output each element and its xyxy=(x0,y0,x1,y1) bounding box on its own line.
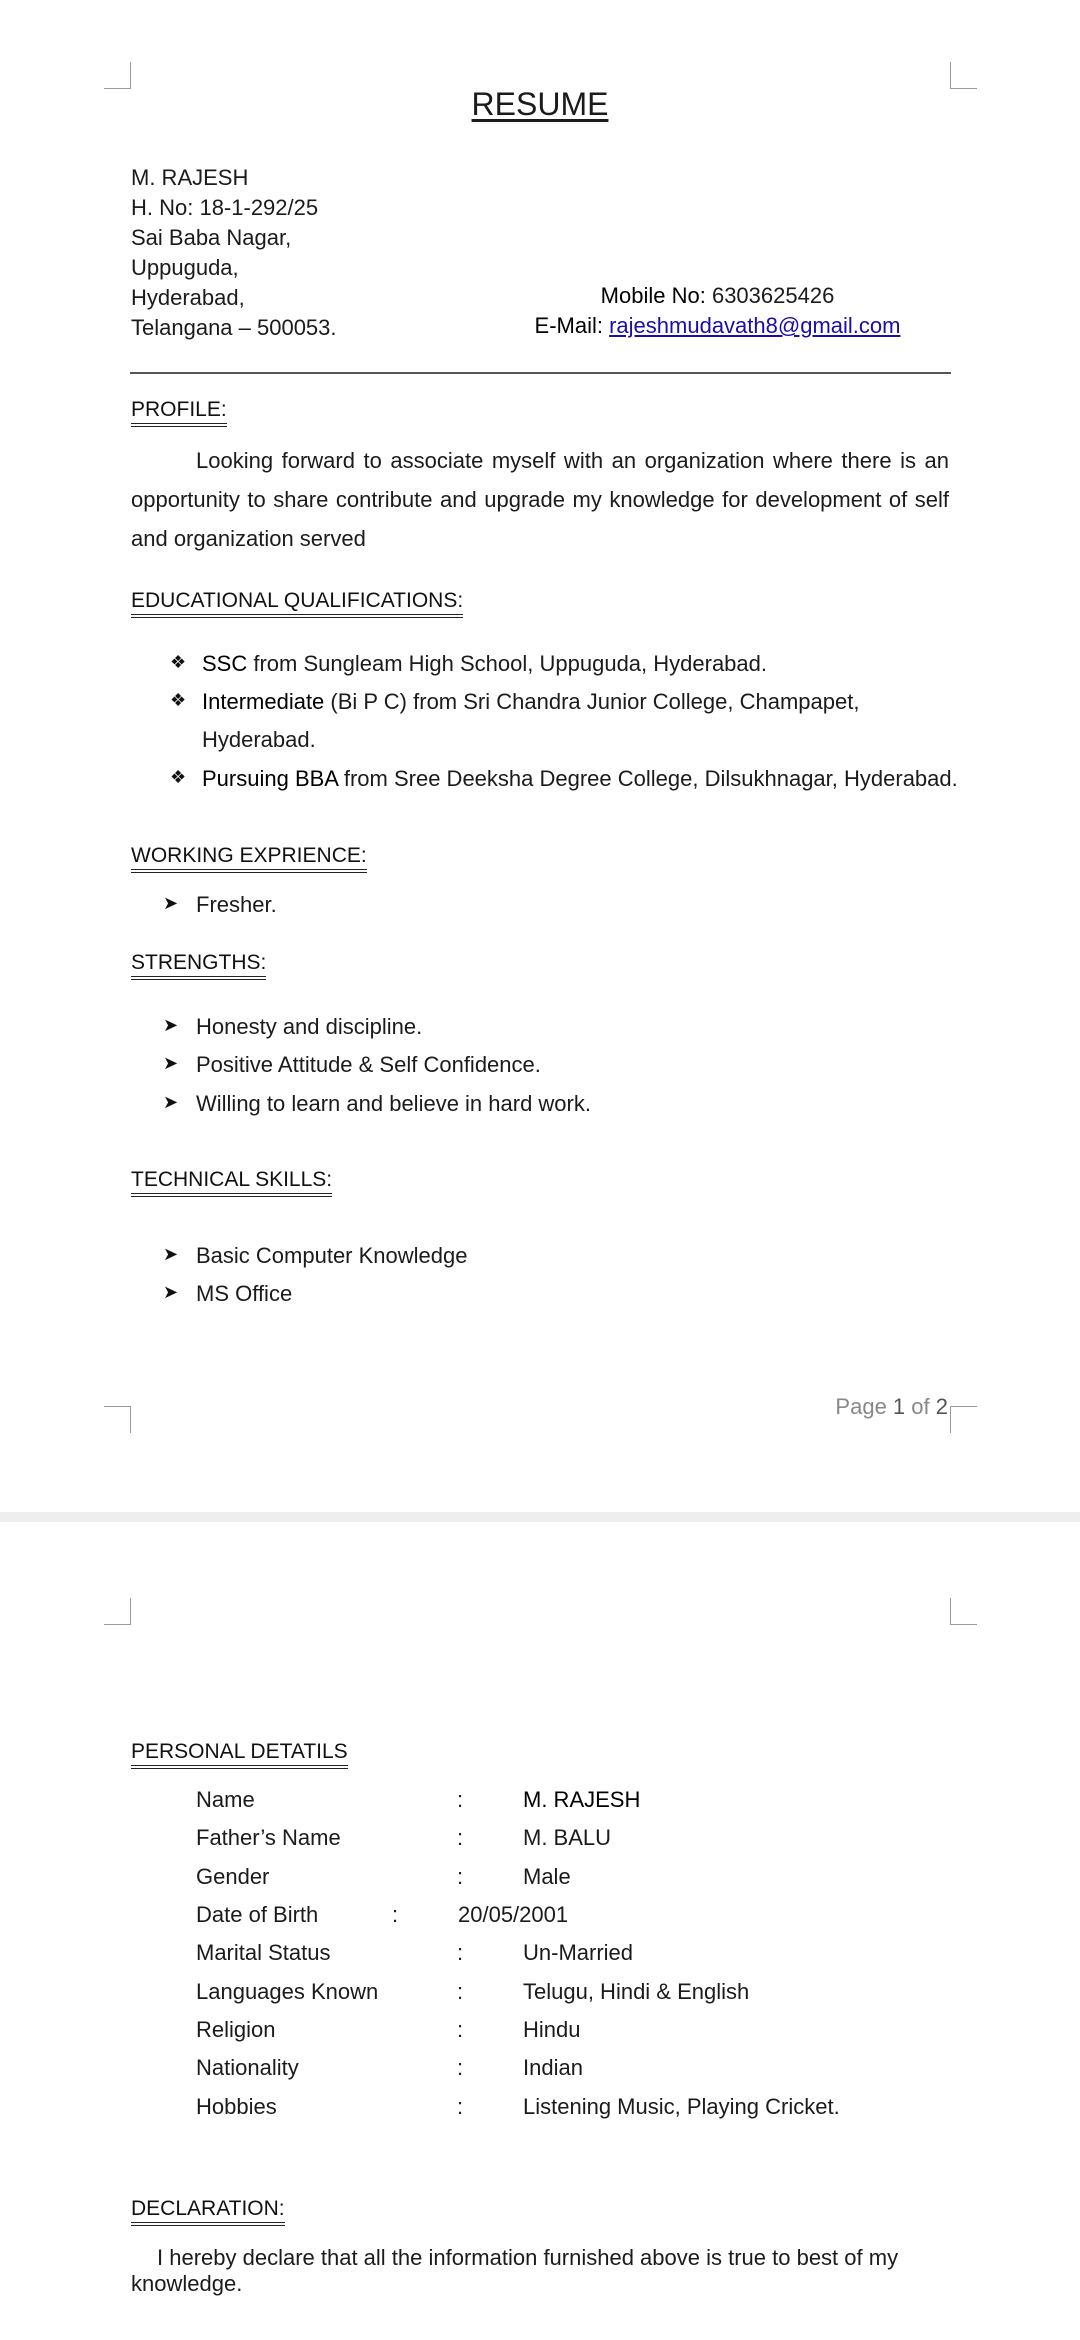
strength-item: Honesty and discipline. xyxy=(196,1014,423,1039)
address-line: Hyderabad, xyxy=(131,285,245,310)
arrow-bullet-icon: ➤ xyxy=(163,1015,179,1035)
page-number: Page 1 of 2 xyxy=(835,1394,948,1419)
declaration-heading: DECLARATION: xyxy=(131,2197,285,2226)
crop-mark xyxy=(104,62,131,89)
address-block xyxy=(131,163,337,343)
address-line: Uppuguda, xyxy=(131,255,239,280)
skills-heading: TECHNICAL SKILLS: xyxy=(131,1168,332,1197)
crop-mark xyxy=(950,1598,977,1625)
address-line: Sai Baba Nagar, xyxy=(131,225,292,250)
experience-heading: WORKING EXPRIENCE: xyxy=(131,844,367,873)
email-link[interactable]: rajeshmudavath8@gmail.com xyxy=(609,313,901,338)
divider xyxy=(130,372,951,374)
strengths-heading: STRENGTHS: xyxy=(131,951,266,980)
mobile-label: Mobile No: xyxy=(600,283,706,308)
declaration-line: knowledge. xyxy=(131,2271,243,2296)
crop-mark xyxy=(104,1598,131,1625)
crop-mark xyxy=(950,62,977,89)
strength-item: Positive Attitude & Self Confidence. xyxy=(196,1052,541,1077)
arrow-bullet-icon: ➤ xyxy=(163,1244,179,1264)
crop-mark xyxy=(104,1406,131,1433)
profile-text: Looking forward to associate myself with an organization where there is an opportunity to share contribute and upgrade my knowledge for development of self and organization served xyxy=(131,448,949,551)
personal-heading: PERSONAL DETATILS xyxy=(131,1740,348,1769)
arrow-bullet-icon: ➤ xyxy=(163,1092,179,1112)
resume-title: RESUME xyxy=(471,86,609,122)
crop-mark xyxy=(950,1406,977,1433)
strength-item: Willing to learn and believe in hard work. xyxy=(196,1091,591,1116)
education-item: Pursuing BBA from Sree Deeksha Degree College, Dilsukhnagar, Hyderabad. xyxy=(202,766,958,791)
education-heading: EDUCATIONAL QUALIFICATIONS: xyxy=(131,589,463,618)
email-line xyxy=(505,311,930,341)
diamond-bullet-icon: ❖ xyxy=(170,767,187,787)
education-item: Intermediate (Bi P C) from Sri Chandra Junior College, Champapet, xyxy=(202,689,860,714)
arrow-bullet-icon: ➤ xyxy=(163,893,179,913)
mobile-line xyxy=(505,281,930,311)
experience-item: Fresher. xyxy=(196,892,277,917)
arrow-bullet-icon: ➤ xyxy=(163,1053,179,1073)
address-name: M. RAJESH xyxy=(131,165,249,190)
address-line: Telangana – 500053. xyxy=(131,315,337,340)
education-item: SSC from Sungleam High School, Uppuguda, Hyderabad. xyxy=(202,651,767,676)
page-separator xyxy=(0,1512,1080,1522)
arrow-bullet-icon: ➤ xyxy=(163,1282,179,1302)
email-label: E-Mail: xyxy=(534,313,603,338)
page-2: PERSONAL DETATILS Name : M. RAJESH Father’s Name : M. BALU Gender : Male Date of Birth : 20/05/2001 Marital Status : Un-Married Languages Known : Telugu, Hindi & English Religion : Hindu Nationality : Indian Hobbies : Listening Music, Playing Cricket. DECLARATION: I hereby declare that all the information furnished above is true to best of my knowledge. xyxy=(0,1522,1080,2340)
diamond-bullet-icon: ❖ xyxy=(170,652,187,672)
profile-heading: PROFILE: xyxy=(131,398,227,427)
diamond-bullet-icon: ❖ xyxy=(170,690,187,710)
skill-item: Basic Computer Knowledge xyxy=(196,1243,468,1268)
skill-item: MS Office xyxy=(196,1281,293,1306)
address-line: H. No: 18-1-292/25 xyxy=(131,195,319,220)
education-item-continued: Hyderabad. xyxy=(202,727,316,752)
declaration-line: I hereby declare that all the information furnished above is true to best of my xyxy=(157,2245,899,2270)
mobile-number: 6303625426 xyxy=(711,283,835,308)
